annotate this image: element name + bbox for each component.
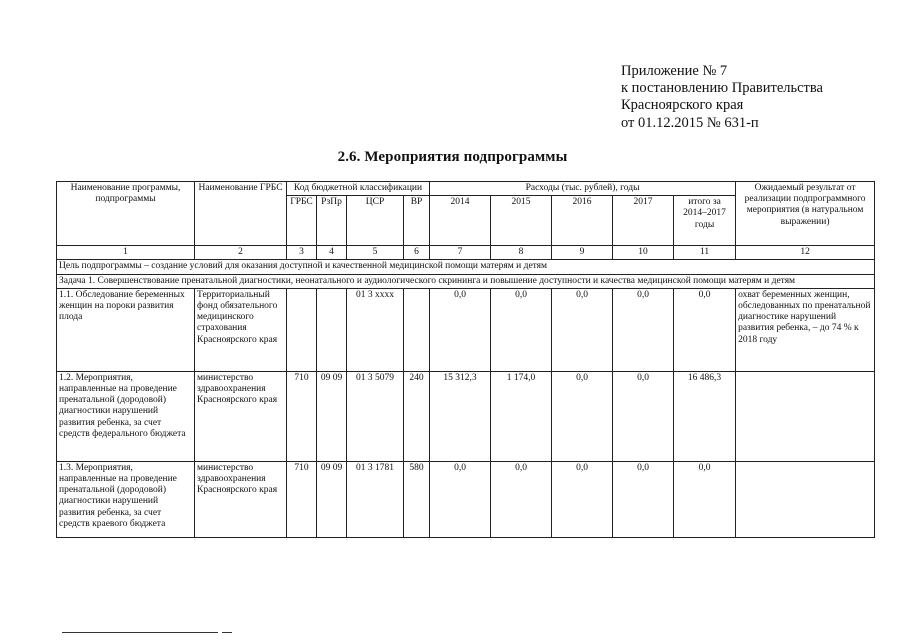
header-vr: ВР [404, 196, 430, 246]
header-program: Наименование программы, подпрограммы [57, 182, 195, 246]
header-2017: 2017 [613, 196, 674, 246]
row-grbs-name: министерство здравоохранения Красноярского края [195, 371, 287, 461]
col-number: 5 [347, 246, 404, 260]
row-result [736, 461, 875, 537]
col-number: 10 [613, 246, 674, 260]
col-number: 12 [736, 246, 875, 260]
col-number: 4 [317, 246, 347, 260]
header-result: Ожидаемый результат от реализации подпрограммного мероприятия (в натуральном выражении) [736, 182, 875, 246]
row-name: 1.3. Мероприятия, направленные на проведение пренатальной (дородовой) диагностики нарушений развития ребенка, за счет средств краевого бюджета [57, 461, 195, 537]
col-number: 7 [430, 246, 491, 260]
header-budget-code: Код бюджетной классификации [287, 182, 430, 196]
row-2016: 0,0 [552, 371, 613, 461]
row-csr: 01 3 xxxx [347, 288, 404, 371]
col-number: 6 [404, 246, 430, 260]
header-csr: ЦСР [347, 196, 404, 246]
goal-text: Цель подпрограммы – создание условий для оказания доступной и качественной медицинской помощи матерям и детям [57, 260, 875, 274]
row-vr [404, 288, 430, 371]
row-2014: 15 312,3 [430, 371, 491, 461]
row-rzpr [317, 288, 347, 371]
row-result [736, 371, 875, 461]
row-grbs: 710 [287, 371, 317, 461]
row-vr: 240 [404, 371, 430, 461]
row-rzpr: 09 09 [317, 371, 347, 461]
header-row-1 [57, 182, 875, 196]
row-2016: 0,0 [552, 288, 613, 371]
goal-row [57, 260, 875, 274]
row-csr: 01 3 1781 [347, 461, 404, 537]
table-row [57, 461, 875, 537]
row-2016: 0,0 [552, 461, 613, 537]
col-number: 3 [287, 246, 317, 260]
row-grbs-name: Территориальный фонд обязательного медицинского страхования Красноярского края [195, 288, 287, 371]
annex-line-2: к постановлению Правительства [621, 80, 823, 97]
header-total: итого за 2014–2017 годы [674, 196, 736, 246]
footnote-separator-end [222, 632, 232, 633]
row-name: 1.2. Мероприятия, направленные на проведение пренатальной (дородовой) диагностики нарушений развития ребенка, за счет средств федерального бюджета [57, 371, 195, 461]
row-2014: 0,0 [430, 461, 491, 537]
header-rzpr: РзПр [317, 196, 347, 246]
task-row [57, 274, 875, 288]
header-2014: 2014 [430, 196, 491, 246]
col-number: 8 [491, 246, 552, 260]
header-expenses: Расходы (тыс. рублей), годы [430, 182, 736, 196]
task-text: Задача 1. Совершенствование пренатальной диагностики, неонатального и аудиологического скрининга и повышение доступности и качества медицинской помощи матерям и детям [57, 274, 875, 288]
row-total: 16 486,3 [674, 371, 736, 461]
row-2015: 0,0 [491, 288, 552, 371]
measures-table [56, 181, 875, 538]
annex-line-1: Приложение № 7 [621, 63, 728, 79]
header-grbs-name: Наименование ГРБС [195, 182, 287, 246]
annex-line-4: от 01.12.2015 № 631-п [621, 114, 759, 131]
annex-line-3: Красноярского края [621, 97, 744, 114]
row-grbs-name: министерство здравоохранения Красноярского края [195, 461, 287, 537]
table-row [57, 288, 875, 371]
row-2015: 1 174,0 [491, 371, 552, 461]
row-result: охват беременных женщин, обследованных по пренатальной диагностике нарушений развития ребенка, – до 74 % к 2018 году [736, 288, 875, 371]
header-2015: 2015 [491, 196, 552, 246]
col-number: 11 [674, 246, 736, 260]
row-total: 0,0 [674, 461, 736, 537]
row-2017: 0,0 [613, 371, 674, 461]
footnote-separator [62, 632, 218, 633]
column-number-row [57, 246, 875, 260]
row-grbs [287, 288, 317, 371]
row-grbs: 710 [287, 461, 317, 537]
row-vr: 580 [404, 461, 430, 537]
row-2014: 0,0 [430, 288, 491, 371]
row-total: 0,0 [674, 288, 736, 371]
annex-block [621, 63, 891, 132]
col-number: 2 [195, 246, 287, 260]
row-2015: 0,0 [491, 461, 552, 537]
table-row [57, 371, 875, 461]
row-rzpr: 09 09 [317, 461, 347, 537]
header-2016: 2016 [552, 196, 613, 246]
row-2017: 0,0 [613, 461, 674, 537]
header-grbs: ГРБС [287, 196, 317, 246]
row-csr: 01 3 5079 [347, 371, 404, 461]
page-title: 2.6. Мероприятия подпрограммы [337, 149, 568, 165]
row-2017: 0,0 [613, 288, 674, 371]
col-number: 1 [57, 246, 195, 260]
col-number: 9 [552, 246, 613, 260]
row-name: 1.1. Обследование беременных женщин на пороки развития плода [57, 288, 195, 371]
